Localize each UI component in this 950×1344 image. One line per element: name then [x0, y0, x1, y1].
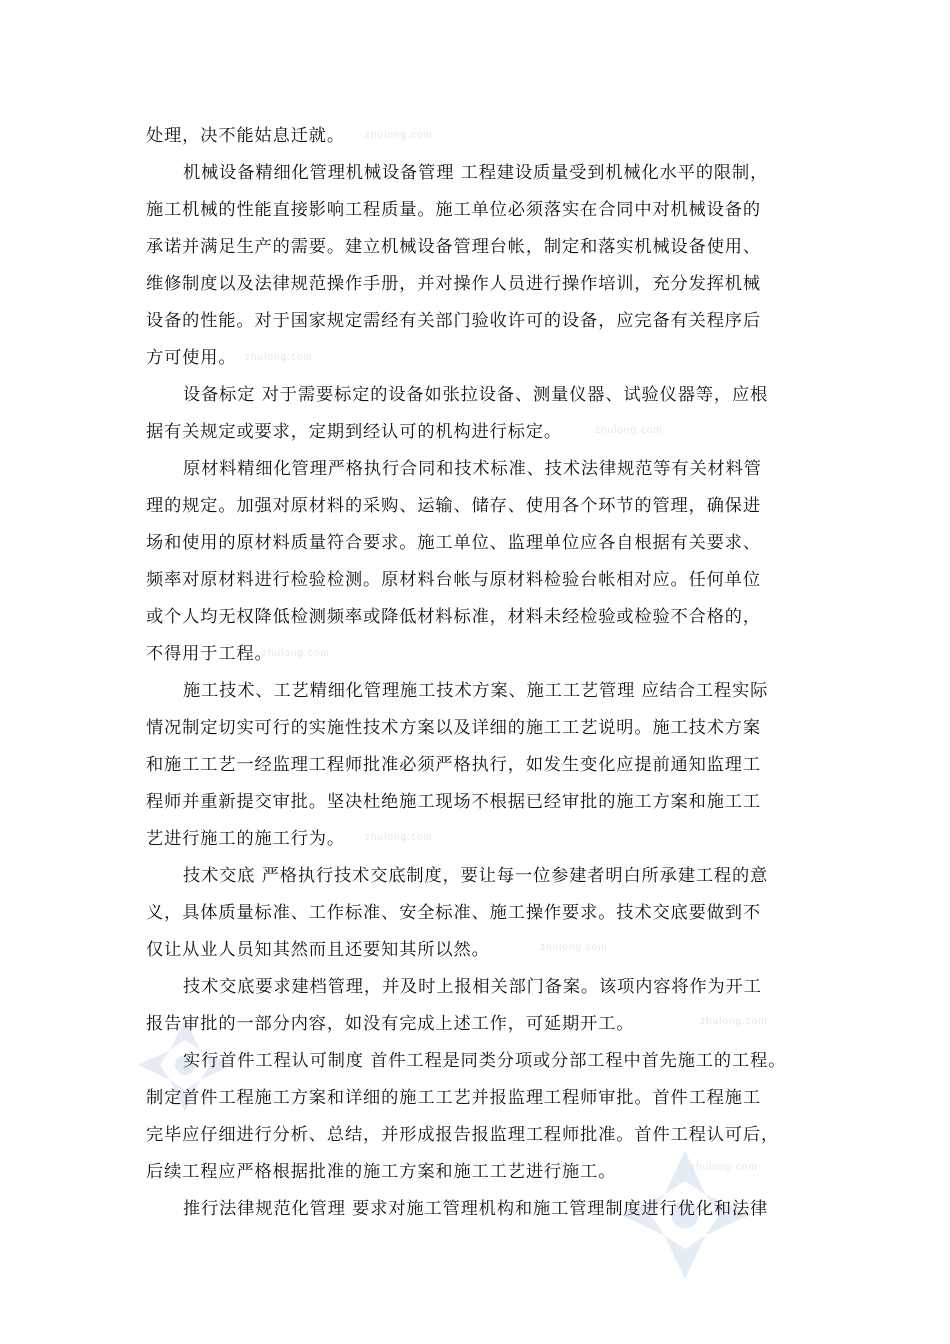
- watermark-text: zhulong.com: [365, 832, 433, 843]
- text-line: 制定首件工程施工方案和详细的施工工艺并报监理工程师审批。首件工程施工: [146, 1088, 761, 1108]
- paragraph-first-line: 技术交底要求建档管理，并及时上报相关部门备案。该项内容将作为开工: [183, 977, 762, 997]
- text-line: 方可使用。: [146, 348, 237, 368]
- text-line: 处理，决不能姑息迁就。: [146, 126, 345, 146]
- text-line: 承诺并满足生产的需要。建立机械设备管理台帐，制定和落实机械设备使用、: [146, 237, 761, 257]
- paragraph-first-line: 机械设备精细化管理机械设备管理 工程建设质量受到机械化水平的限制，: [183, 163, 769, 183]
- paragraph-first-line: 原材料精细化管理严格执行合同和技术标准、技术法律规范等有关材料管: [183, 459, 762, 479]
- watermark-text: zhulong.com: [595, 425, 663, 436]
- watermark-text: zhulong.com: [262, 648, 330, 659]
- watermark-text: zhulong.com: [540, 942, 608, 953]
- text-line: 场和使用的原材料质量符合要求。施工单位、监理单位应各自根据有关要求、: [146, 533, 761, 553]
- text-line: 不得用于工程。: [146, 644, 273, 664]
- watermark-text: zhulong.com: [245, 352, 313, 363]
- paragraph-first-line: 设备标定 对于需要标定的设备如张拉设备、测量仪器、试验仪器等，应根: [183, 385, 769, 405]
- text-line: 据有关规定或要求，定期到经认可的机构进行标定。: [146, 422, 563, 442]
- watermark-text: zhulong.com: [700, 1016, 768, 1027]
- text-line: 仅让从业人员知其然而且还要知其所以然。: [146, 940, 490, 960]
- text-line: 情况制定切实可行的实施性技术方案以及详细的施工工艺说明。施工技术方案: [146, 718, 761, 738]
- watermark-text: zhulong.com: [690, 1162, 758, 1173]
- text-line: 维修制度以及法律规范操作手册，并对操作人员进行操作培训，充分发挥机械: [146, 274, 761, 294]
- text-line: 艺进行施工的施工行为。: [146, 829, 345, 849]
- text-line: 施工机械的性能直接影响工程质量。施工单位必须落实在合同中对机械设备的: [146, 200, 761, 220]
- paragraph-first-line: 实行首件工程认可制度 首件工程是同类分项或分部工程中首先施工的工程。: [183, 1051, 787, 1071]
- text-line: 义，具体质量标准、工作标准、安全标准、施工操作要求。技术交底要做到不: [146, 903, 761, 923]
- text-line: 或个人均无权降低检测频率或降低材料标准，材料未经检验或检验不合格的，: [146, 607, 761, 627]
- text-line: 完毕应仔细进行分析、总结，并形成报告报监理工程师批准。首件工程认可后，: [146, 1125, 780, 1145]
- text-line: 频率对原材料进行检验检测。原材料台帐与原材料检验台帐相对应。任何单位: [146, 570, 761, 590]
- text-line: 设备的性能。对于国家规定需经有关部门验收许可的设备，应完备有关程序后: [146, 311, 761, 331]
- paragraph-first-line: 技术交底 严格执行技术交底制度，要让每一位参建者明白所承建工程的意: [183, 866, 769, 886]
- text-line: 和施工工艺一经监理工程师批准必须严格执行，如发生变化应提前通知监理工: [146, 755, 761, 775]
- watermark-text: zhulong.com: [365, 130, 433, 141]
- text-line: 后续工程应严格根据批准的施工方案和施工工艺进行施工。: [146, 1162, 617, 1182]
- text-line: 程师并重新提交审批。坚决杜绝施工现场不根据已经审批的施工方案和施工工: [146, 792, 761, 812]
- paragraph-first-line: 施工技术、工艺精细化管理施工技术方案、施工工艺管理 应结合工程实际: [183, 681, 769, 701]
- paragraph-first-line: 推行法律规范化管理 要求对施工管理机构和施工管理制度进行优化和法律: [183, 1199, 769, 1219]
- text-line: 报告审批的一部分内容，如没有完成上述工作，可延期开工。: [146, 1014, 635, 1034]
- text-line: 理的规定。加强对原材料的采购、运输、储存、使用各个环节的管理，确保进: [146, 496, 761, 516]
